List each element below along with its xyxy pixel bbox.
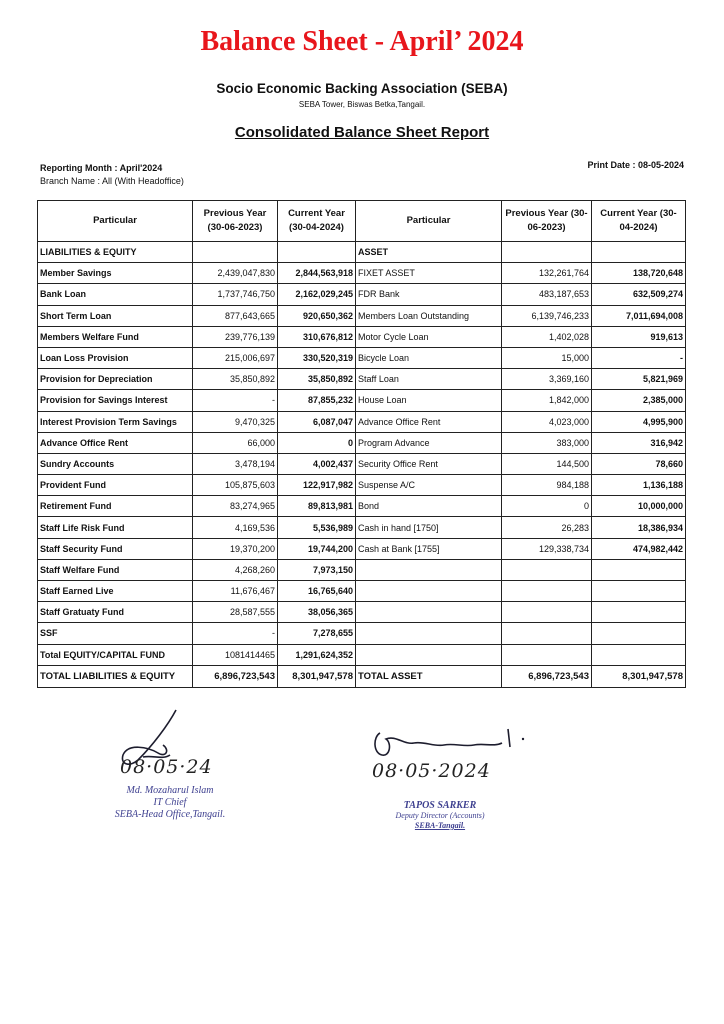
signer-role-left: IT Chief [153,797,187,808]
signer-name-right: TAPOS SARKER [403,800,477,811]
signature-block-right [375,801,505,831]
table-row [38,623,686,644]
asset-previous-year: 15,000 [502,347,592,368]
asset-current-year [592,602,686,623]
liability-particular: Retirement Fund [38,496,193,517]
signer-role-right: Deputy Director (Accounts) [395,811,485,820]
balance-sheet-table [37,200,686,688]
table-row [38,390,686,411]
table-row [38,475,686,496]
asset-current-year: 4,995,900 [592,411,686,432]
asset-particular [356,581,502,602]
liability-particular: Bank Loan [38,284,193,305]
asset-current-year: 632,509,274 [592,284,686,305]
total-asset-label: TOTAL ASSET [356,665,502,687]
liability-particular: Staff Life Risk Fund [38,517,193,538]
table-row [38,581,686,602]
asset-current-year [592,559,686,580]
liability-current-year: 2,844,563,918 [278,263,356,284]
liability-previous-year: 66,000 [193,432,278,453]
asset-current-year: 1,136,188 [592,475,686,496]
signature-date-right: 08·05·2024 [372,760,491,782]
asset-current-year: 18,386,934 [592,517,686,538]
total-asset-previous: 6,896,723,543 [502,665,592,687]
organization-address: SEBA Tower, Biswas Betka,Tangail. [298,100,426,109]
table-header-row [38,201,686,242]
table-row [38,602,686,623]
liability-particular: Staff Welfare Fund [38,559,193,580]
header-previous-year-right: Previous Year (30-06-2023) [502,201,592,242]
asset-particular: Cash in hand [1750] [356,517,502,538]
asset-current-year: 5,821,969 [592,369,686,390]
liability-previous-year: - [193,390,278,411]
liability-previous-year: 19,370,200 [193,538,278,559]
report-title: Consolidated Balance Sheet Report [234,124,490,141]
liability-previous-year: 9,470,325 [193,411,278,432]
liability-current-year: 122,917,982 [278,475,356,496]
asset-previous-year: 6,139,746,233 [502,305,592,326]
liability-particular: Member Savings [38,263,193,284]
asset-particular: Cash at Bank [1755] [356,538,502,559]
liability-previous-year: 3,478,194 [193,453,278,474]
asset-particular: Motor Cycle Loan [356,326,502,347]
asset-current-year [592,623,686,644]
table-row [38,347,686,368]
total-row [38,665,686,687]
liability-particular: Provision for Depreciation [38,369,193,390]
liability-current-year: 7,973,150 [278,559,356,580]
liability-current-year: 0 [278,432,356,453]
asset-previous-year: 483,187,653 [502,284,592,305]
header-current-year-right: Current Year (30-04-2024) [592,201,686,242]
liability-previous-year: 4,268,260 [193,559,278,580]
table-row [38,517,686,538]
liability-previous-year: 1,737,746,750 [193,284,278,305]
asset-previous-year [502,559,592,580]
asset-previous-year: 144,500 [502,453,592,474]
asset-particular: House Loan [356,390,502,411]
asset-previous-year: 26,283 [502,517,592,538]
signature-scribble-right [368,725,528,765]
header-particular-right: Particular [356,201,502,242]
asset-previous-year: 1,842,000 [502,390,592,411]
print-date: Print Date : 08-05-2024 [587,160,684,170]
liability-particular: Staff Security Fund [38,538,193,559]
liability-particular: Staff Gratuaty Fund [38,602,193,623]
asset-current-year: 474,982,442 [592,538,686,559]
table-row [38,644,686,665]
header-particular-left: Particular [38,201,193,242]
asset-current-year: - [592,347,686,368]
section-asset: ASSET [356,242,502,263]
asset-particular [356,602,502,623]
liability-previous-year: 215,006,697 [193,347,278,368]
table-row [38,263,686,284]
asset-particular: Security Office Rent [356,453,502,474]
liability-current-year: 35,850,892 [278,369,356,390]
asset-previous-year [502,644,592,665]
organization-name: Socio Economic Backing Association (SEBA) [216,81,508,96]
liability-current-year: 5,536,989 [278,517,356,538]
liability-previous-year: 877,643,665 [193,305,278,326]
liability-current-year: 87,855,232 [278,390,356,411]
liability-previous-year: 239,776,139 [193,326,278,347]
asset-previous-year [502,581,592,602]
liability-current-year: 330,520,319 [278,347,356,368]
asset-previous-year: 984,188 [502,475,592,496]
asset-current-year [592,581,686,602]
asset-particular: Suspense A/C [356,475,502,496]
liability-particular: Provision for Savings Interest [38,390,193,411]
asset-previous-year: 4,023,000 [502,411,592,432]
asset-current-year: 10,000,000 [592,496,686,517]
liability-previous-year: 2,439,047,830 [193,263,278,284]
liability-particular: Staff Earned Live [38,581,193,602]
signature-block-left [100,785,240,821]
total-liabilities-label: TOTAL LIABILITIES & EQUITY [38,665,193,687]
asset-previous-year: 129,338,734 [502,538,592,559]
asset-current-year: 78,660 [592,453,686,474]
table-row [38,326,686,347]
asset-previous-year: 383,000 [502,432,592,453]
asset-current-year: 7,011,694,008 [592,305,686,326]
liability-particular: Members Welfare Fund [38,326,193,347]
asset-previous-year: 3,369,160 [502,369,592,390]
liability-previous-year: - [193,623,278,644]
liability-particular: Short Term Loan [38,305,193,326]
asset-particular: Program Advance [356,432,502,453]
liability-particular: Sundry Accounts [38,453,193,474]
total-liabilities-current: 8,301,947,578 [278,665,356,687]
liability-current-year: 38,056,365 [278,602,356,623]
table-row [38,496,686,517]
liability-current-year: 16,765,640 [278,581,356,602]
asset-previous-year: 0 [502,496,592,517]
header-previous-year-left: Previous Year (30-06-2023) [193,201,278,242]
total-asset-current: 8,301,947,578 [592,665,686,687]
asset-previous-year: 132,261,764 [502,263,592,284]
signature-date-left: 08·05·24 [120,756,213,778]
liability-current-year: 6,087,047 [278,411,356,432]
section-row [38,242,686,263]
liability-current-year: 920,650,362 [278,305,356,326]
reporting-month: Reporting Month : April'2024 [40,163,163,173]
liability-current-year: 4,002,437 [278,453,356,474]
liability-previous-year: 11,676,467 [193,581,278,602]
liability-previous-year: 1081414465 [193,644,278,665]
report-meta [40,162,184,188]
asset-particular: Advance Office Rent [356,411,502,432]
signer-office-left: SEBA-Head Office,Tangail. [114,809,226,820]
liability-current-year: 2,162,029,245 [278,284,356,305]
table-row [38,305,686,326]
liability-previous-year: 83,274,965 [193,496,278,517]
asset-current-year [592,644,686,665]
signer-name-left: Md. Mozaharul Islam [126,785,214,796]
asset-previous-year [502,623,592,644]
header-current-year-left: Current Year (30-04-2024) [278,201,356,242]
asset-current-year: 2,385,000 [592,390,686,411]
liability-previous-year: 28,587,555 [193,602,278,623]
liability-current-year: 19,744,200 [278,538,356,559]
asset-particular [356,623,502,644]
table-row [38,453,686,474]
table-row [38,559,686,580]
liability-particular: Loan Loss Provision [38,347,193,368]
liability-previous-year: 35,850,892 [193,369,278,390]
liability-previous-year: 105,875,603 [193,475,278,496]
asset-particular: FDR Bank [356,284,502,305]
total-liabilities-previous: 6,896,723,543 [193,665,278,687]
asset-previous-year [502,602,592,623]
liability-particular: Advance Office Rent [38,432,193,453]
table-row [38,411,686,432]
asset-current-year: 919,613 [592,326,686,347]
liability-particular: Provident Fund [38,475,193,496]
liability-current-year: 310,676,812 [278,326,356,347]
liability-particular: Total EQUITY/CAPITAL FUND [38,644,193,665]
table-row [38,284,686,305]
asset-current-year: 316,942 [592,432,686,453]
asset-particular [356,644,502,665]
table-row [38,369,686,390]
liability-particular: Interest Provision Term Savings [38,411,193,432]
signer-office-right: SEBA-Tangail. [414,821,466,830]
asset-particular: FIXET ASSET [356,263,502,284]
asset-previous-year: 1,402,028 [502,326,592,347]
liability-current-year: 89,813,981 [278,496,356,517]
liability-particular: SSF [38,623,193,644]
asset-current-year: 138,720,648 [592,263,686,284]
table-row [38,432,686,453]
table-row [38,538,686,559]
section-liabilities-equity: LIABILITIES & EQUITY [38,242,193,263]
branch-name: Branch Name : All (With Headoffice) [40,176,184,186]
asset-particular [356,559,502,580]
asset-particular: Members Loan Outstanding [356,305,502,326]
asset-particular: Bond [356,496,502,517]
liability-current-year: 1,291,624,352 [278,644,356,665]
liability-current-year: 7,278,655 [278,623,356,644]
page-title: Balance Sheet - April’ 2024 [200,26,524,57]
asset-particular: Bicycle Loan [356,347,502,368]
asset-particular: Staff Loan [356,369,502,390]
liability-previous-year: 4,169,536 [193,517,278,538]
